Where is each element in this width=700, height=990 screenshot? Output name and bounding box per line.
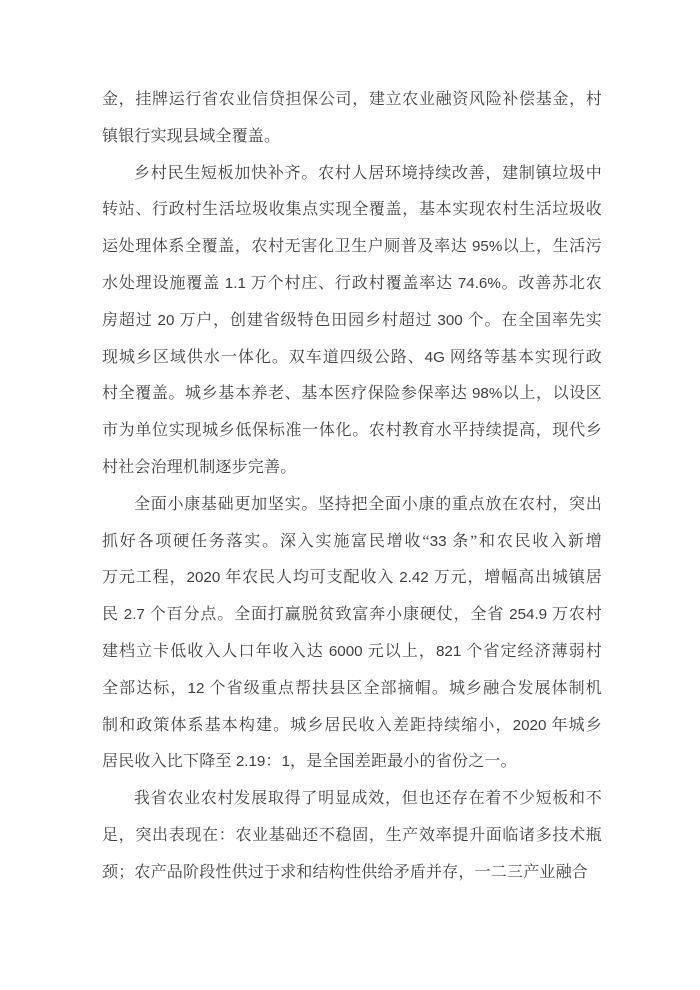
- paragraph-2-line-2: 转站、行政村生活垃圾收集点实现全覆盖，基本实现农村生活垃圾收: [102, 201, 602, 219]
- paragraph-2-line-4: 水处理设施覆盖 1.1 万个村庄、行政村覆盖率达 74.6%。改善苏北农: [102, 274, 602, 292]
- document-body: [102, 82, 602, 892]
- paragraph-3-line-5: 建档立卡低收入人口年收入达 6000 元以上，821 个省定经济薄弱村: [102, 642, 602, 660]
- paragraph-3-line-2: 抓好各项硬任务落实。深入实施富民增收“33 条”和农民收入新增: [102, 532, 602, 550]
- paragraph-3-line-1: 全面小康基础更加坚实。坚持把全面小康的重点放在农村，突出: [134, 495, 602, 513]
- paragraph-2-line-9: 村社会治理机制逐步完善。: [102, 458, 297, 476]
- paragraph-2-line-1: 乡村民生短板加快补齐。农村人居环境持续改善，建制镇垃圾中: [134, 164, 602, 182]
- paragraph-3-line-7: 制和政策体系基本构建。城乡居民收入差距持续缩小，2020 年城乡: [102, 716, 602, 734]
- paragraph-1-line-2: 镇银行实现县域全覆盖。: [102, 127, 281, 145]
- paragraph-4-line-1: 我省农业农村发展取得了明显成效，但也还存在着不少短板和不: [134, 790, 602, 808]
- paragraph-1-line-1: 金，挂牌运行省农业信贷担保公司，建立农业融资风险补偿基金，村: [102, 91, 602, 108]
- paragraph-3-line-6: 全部达标，12 个省级重点帮扶县区全部摘帽。城乡融合发展体制机: [102, 679, 602, 697]
- paragraph-3-line-4: 民 2.7 个百分点。全面打赢脱贫致富奔小康硬仗，全省 254.9 万农村: [102, 606, 602, 624]
- paragraph-2-line-3: 运处理体系全覆盖，农村无害化卫生户厕普及率达 95%以上，生活污: [102, 238, 602, 256]
- paragraph-2-line-6: 现城乡区域供水一体化。双车道四级公路、4G 网络等基本实现行政: [102, 348, 602, 366]
- paragraph-2-line-5: 房超过 20 万户，创建省级特色田园乡村超过 300 个。在全国率先实: [102, 311, 602, 329]
- paragraph-3-line-3: 万元工程，2020 年农民人均可支配收入 2.42 万元，增幅高出城镇居: [102, 569, 602, 587]
- paragraph-3-line-8: 居民收入比下降至 2.19：1，是全国差距最小的省份之一。: [102, 753, 517, 771]
- paragraph-4-line-2: 足，突出表现在：农业基础还不稳固，生产效率提升面临诸多技术瓶: [102, 826, 602, 844]
- paragraph-2-line-8: 市为单位实现城乡低保标准一体化。农村教育水平持续提高，现代乡: [102, 422, 602, 440]
- paragraph-2-line-7: 村全覆盖。城乡基本养老、基本医疗保险参保率达 98%以上，以设区: [102, 385, 602, 403]
- paragraph-4-line-3: 颈；农产品阶段性供过于求和结构性供给矛盾并存，一二三产业融合: [102, 863, 589, 881]
